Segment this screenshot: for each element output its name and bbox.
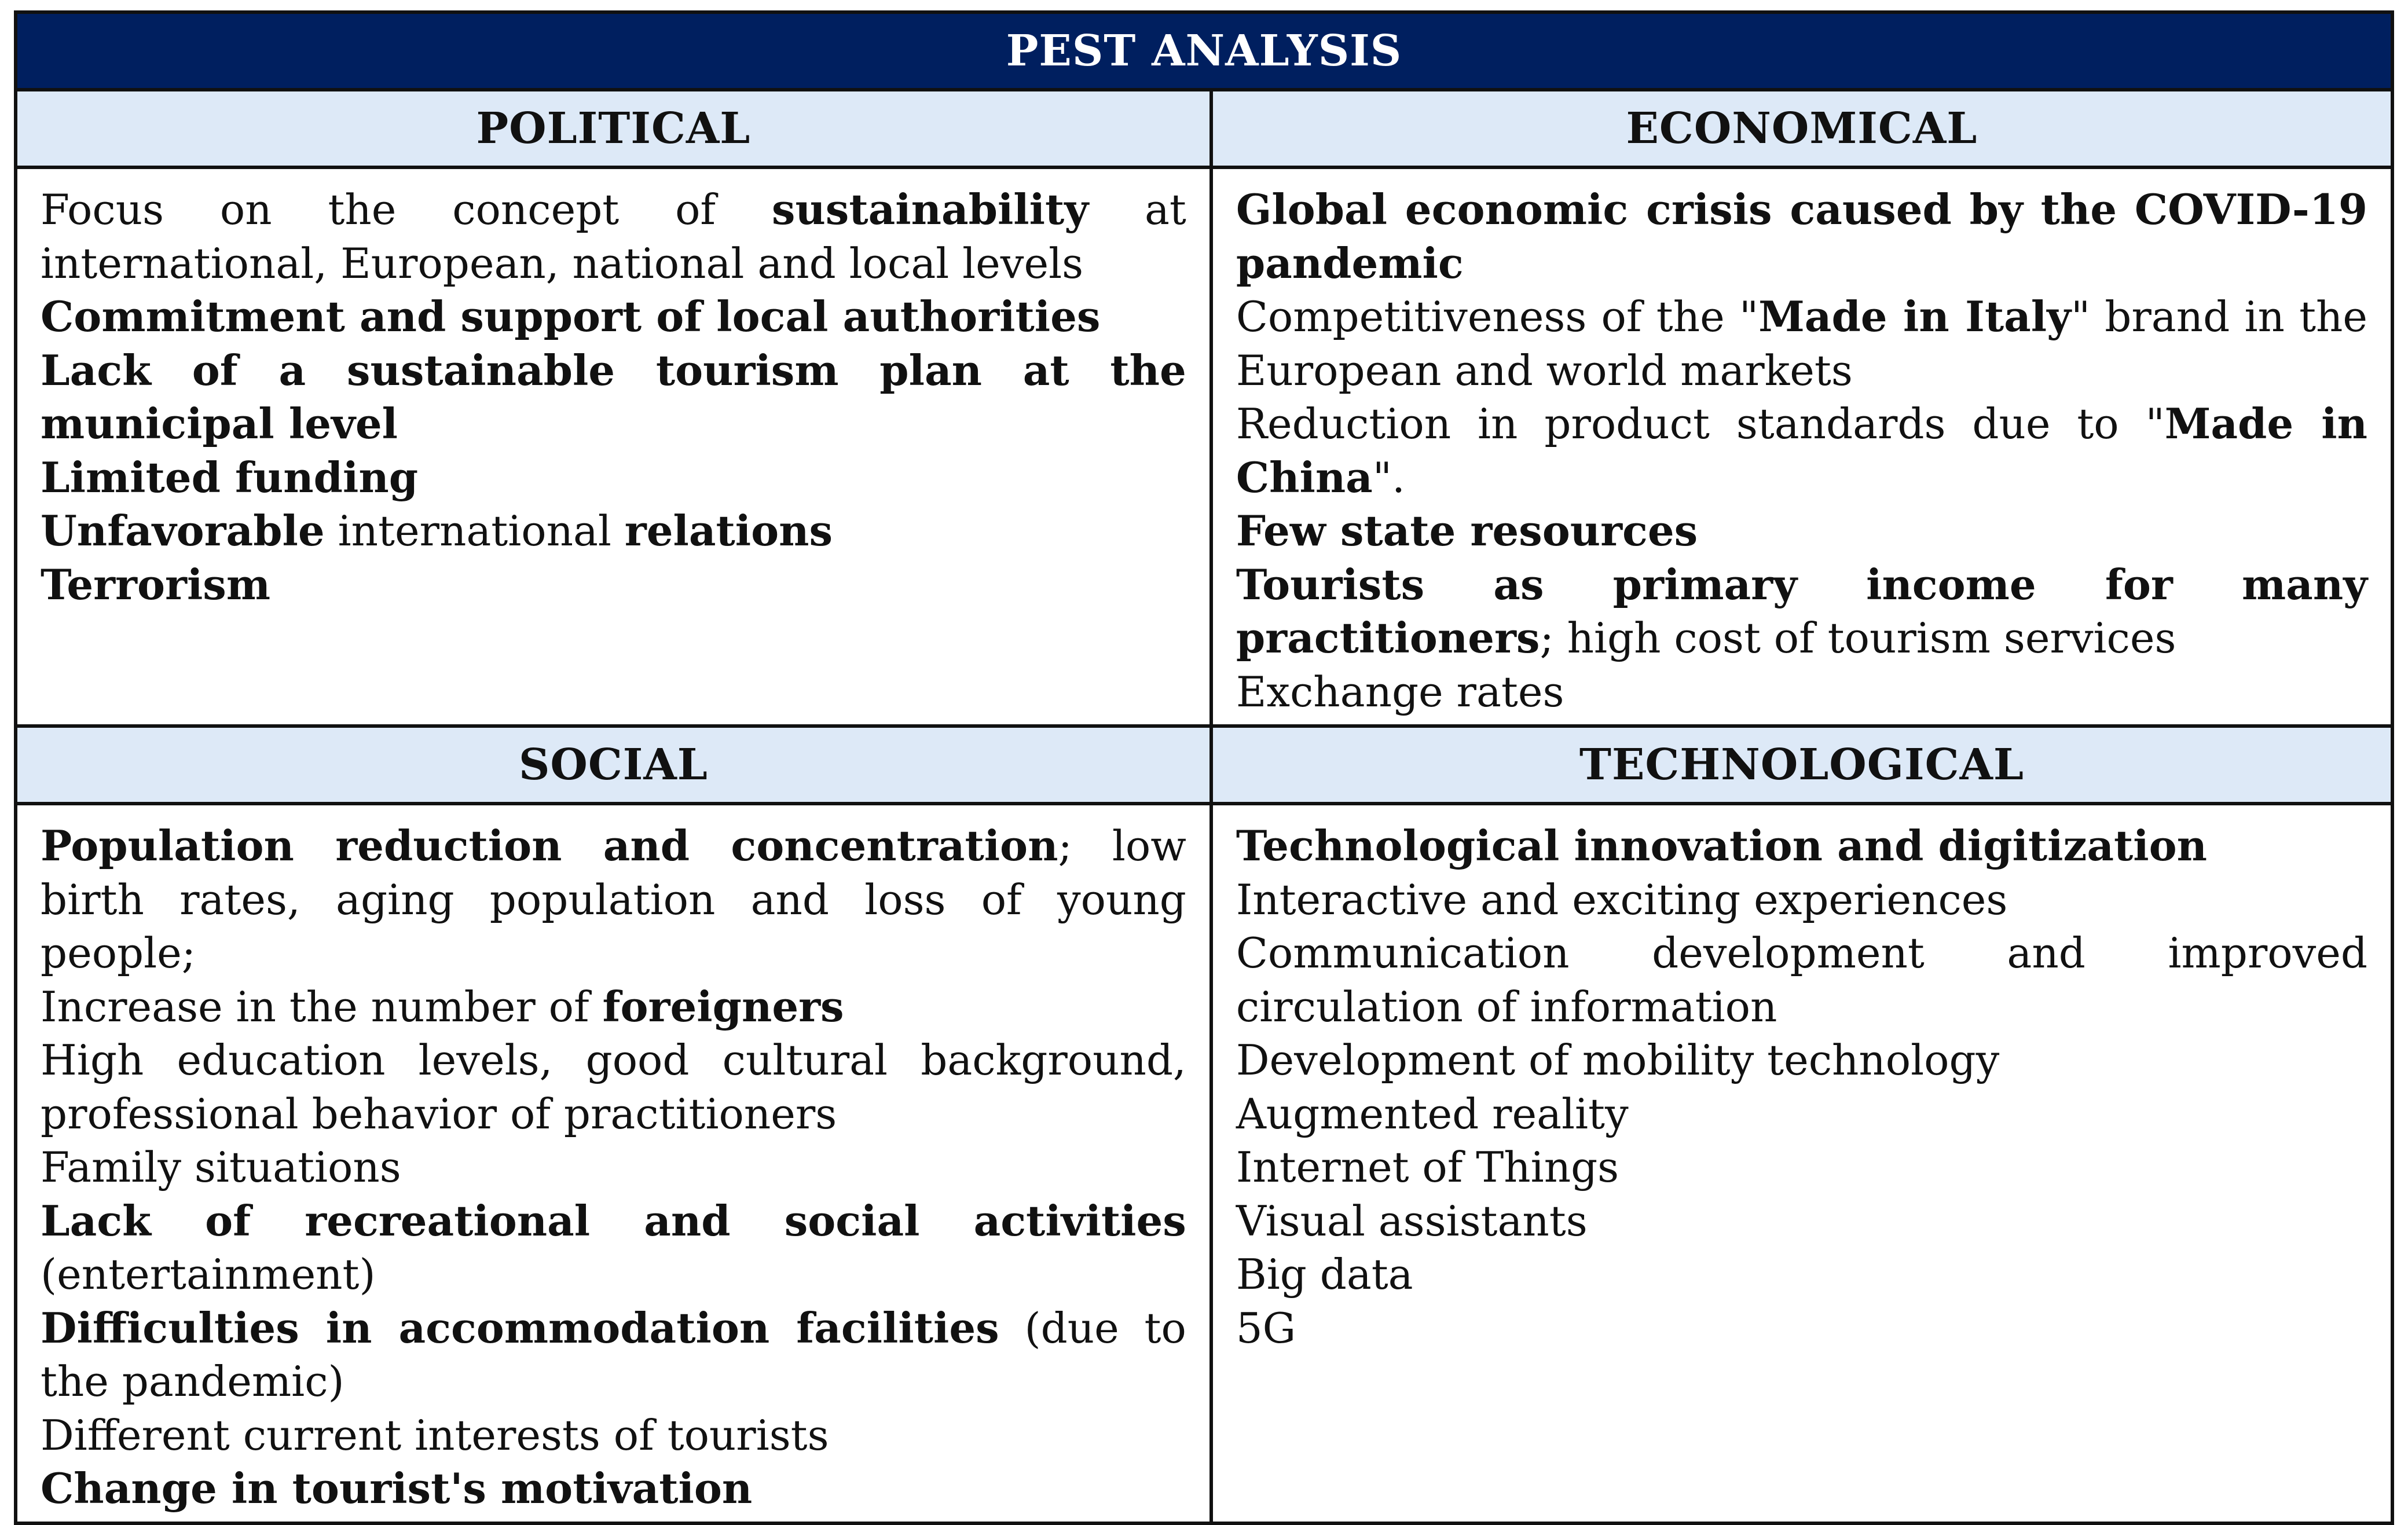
bold-text-run: Few state resources [1236, 506, 1698, 555]
text-run: international [324, 507, 625, 555]
list-item [1236, 665, 2367, 719]
bold-text-run: Population reduction and concentration [41, 821, 1058, 870]
technological-cell [1211, 804, 2392, 1523]
list-item [41, 290, 1186, 344]
list-item [41, 1194, 1186, 1302]
bold-text-run: Unfavorable [41, 506, 325, 555]
list-item [1236, 1087, 2367, 1141]
bold-text-run: relations [624, 506, 833, 555]
list-item [1236, 397, 2367, 504]
list-item [1236, 926, 2367, 1033]
economical-list [1236, 183, 2367, 718]
list-item [41, 1033, 1186, 1141]
text-run: ". [1372, 453, 1405, 502]
text-run: ; low birth rates, aging population and loss of young people; [41, 822, 1186, 977]
text-run: Development of mobility technology [1236, 1036, 2000, 1084]
bold-text-run: foreigners [602, 981, 844, 1031]
text-run: ; high cost of tourism services [1540, 614, 2176, 662]
bold-text-run: Lack of recreational and social activities [41, 1196, 1186, 1245]
list-item [41, 183, 1186, 290]
text-run: Increase in the number of [41, 982, 603, 1031]
bold-text-run: Made in Italy [1758, 292, 2071, 341]
list-item [1236, 1302, 2367, 1355]
bold-text-run: Global economic crisis caused by the COVID-19 pandemic [1236, 185, 2367, 288]
text-run: (due to the pandemic) [41, 1303, 1186, 1406]
list-item [1236, 1248, 2367, 1302]
bold-text-run: Change in tourist's motivation [41, 1464, 753, 1513]
list-item [1236, 873, 2367, 927]
text-run: Interactive and exciting experiences [1236, 875, 2008, 924]
list-item [41, 558, 1186, 612]
list-item [1236, 1141, 2367, 1194]
technological-heading: TECHNOLOGICAL [1211, 726, 2392, 804]
list-item [41, 1462, 1186, 1516]
list-item [1236, 819, 2367, 873]
list-item [41, 980, 1186, 1034]
text-run: Visual assistants [1236, 1196, 1588, 1245]
list-item [1236, 183, 2367, 290]
text-run: Different current interests of tourists [41, 1410, 829, 1460]
bold-text-run: Technological innovation and digitization [1236, 821, 2208, 870]
list-item [41, 1141, 1186, 1194]
bold-text-run: Limited funding [41, 452, 419, 502]
bold-text-run: Tourists as primary income for many practitioners [1236, 559, 2367, 662]
text-run: " brand in the European and world markets [1236, 292, 2368, 395]
text-run: (entertainment) [41, 1250, 376, 1299]
text-run: Big data [1236, 1250, 1413, 1299]
text-run: Communication development and improved circulation of information [1236, 929, 2367, 1031]
list-item [41, 344, 1186, 451]
economical-cell [1211, 167, 2392, 726]
list-item [1236, 504, 2367, 558]
table-title: PEST ANALYSIS [16, 12, 2392, 90]
bold-text-run: Difficulties in accommodation facilities [41, 1303, 999, 1352]
list-item [1236, 558, 2367, 665]
bold-text-run: Made in China [1236, 399, 2367, 502]
bold-text-run: Terrorism [41, 559, 271, 609]
political-heading: POLITICAL [16, 90, 1211, 167]
pest-analysis-table [14, 10, 2394, 1525]
list-item [41, 819, 1186, 980]
social-cell [16, 804, 1211, 1523]
bold-text-run: sustainability [771, 185, 1089, 234]
text-run: Family situations [41, 1143, 401, 1192]
list-item [41, 451, 1186, 505]
social-heading: SOCIAL [16, 726, 1211, 804]
list-item [41, 1409, 1186, 1462]
list-item [41, 1302, 1186, 1409]
bold-text-run: Lack of a sustainable tourism plan at the municipal level [41, 345, 1186, 448]
text-run: Focus on the concept of [41, 185, 772, 234]
economical-heading: ECONOMICAL [1211, 90, 2392, 167]
text-run: Exchange rates [1236, 667, 1564, 716]
text-run: High education levels, good cultural background, professional behavior of practitioners [41, 1036, 1186, 1138]
list-item [1236, 290, 2367, 397]
list-item [1236, 1194, 2367, 1248]
text-run: 5G [1236, 1303, 1296, 1352]
technological-list [1236, 819, 2367, 1355]
text-run: Competitiveness of the " [1236, 292, 1759, 341]
text-run: Augmented reality [1236, 1089, 1629, 1138]
list-item [41, 504, 1186, 558]
text-run: Internet of Things [1236, 1143, 1619, 1192]
political-list [41, 183, 1186, 611]
social-list [41, 819, 1186, 1516]
list-item [1236, 1033, 2367, 1087]
bold-text-run: Commitment and support of local authorities [41, 292, 1101, 341]
text-run: Reduction in product standards due to " [1236, 399, 2165, 448]
political-cell [16, 167, 1211, 726]
text-run: at international, European, national and local levels [41, 185, 1186, 288]
